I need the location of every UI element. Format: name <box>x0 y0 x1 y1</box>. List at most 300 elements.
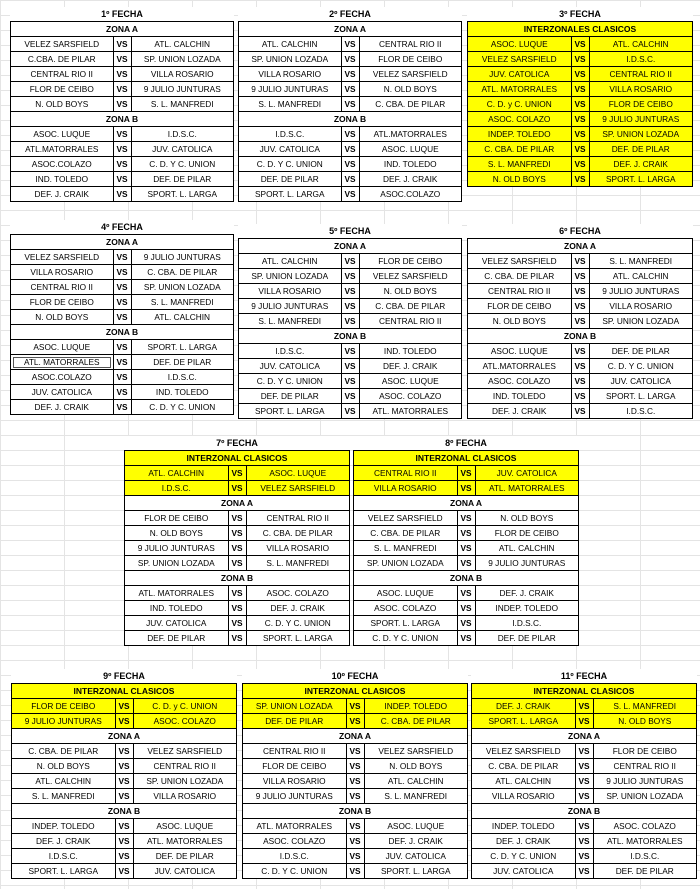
zone-header: ZONA A <box>11 22 234 37</box>
home-team: ASOC. COLAZO <box>243 834 347 849</box>
vs-label: VS <box>113 370 131 385</box>
match-row <box>12 819 237 834</box>
home-team: 9 JULIO JUNTURAS <box>239 299 342 314</box>
away-team: C. D. Y C. UNION <box>246 616 350 631</box>
fecha-3 <box>467 7 693 187</box>
vs-label: VS <box>113 172 131 187</box>
away-team: SPORT. L. LARGA <box>589 389 693 404</box>
zone-header-row <box>468 239 693 254</box>
zone-header-row <box>354 496 579 511</box>
home-team: ASOC. LUQUE <box>11 340 114 355</box>
match-row <box>239 187 462 202</box>
vs-label: VS <box>457 541 475 556</box>
match-row <box>12 849 237 864</box>
away-team: SPORT. L. LARGA <box>131 340 234 355</box>
zone-header: ZONA B <box>11 325 234 340</box>
vs-label: VS <box>113 127 131 142</box>
home-team: JUV. CATOLICA <box>239 359 342 374</box>
away-team: 9 JULIO JUNTURAS <box>589 112 693 127</box>
fixture-table <box>124 450 350 646</box>
home-team: DEF. DE PILAR <box>239 389 342 404</box>
vs-label: VS <box>571 127 589 142</box>
vs-label: VS <box>571 37 589 52</box>
match-row <box>11 400 234 415</box>
home-team: 9 JULIO JUNTURAS <box>12 714 116 729</box>
match-row <box>12 864 237 879</box>
vs-label: VS <box>113 295 131 310</box>
vs-label: VS <box>457 631 475 646</box>
match-row <box>12 759 237 774</box>
match-row <box>354 541 579 556</box>
match-row <box>468 269 693 284</box>
home-team: S. L. MANFREDI <box>12 789 116 804</box>
away-team: CENTRAL RIO II <box>133 759 237 774</box>
match-row <box>239 127 462 142</box>
vs-label: VS <box>346 849 364 864</box>
away-team: VILLA ROSARIO <box>589 82 693 97</box>
home-team: INDEP. TOLEDO <box>12 819 116 834</box>
match-row <box>12 789 237 804</box>
home-team: I.D.S.C. <box>243 849 347 864</box>
match-row <box>125 556 350 571</box>
zone-header-row <box>125 571 350 586</box>
zone-header: ZONA B <box>12 804 237 819</box>
vs-label: VS <box>113 385 131 400</box>
vs-label: VS <box>341 389 359 404</box>
vs-label: VS <box>346 714 364 729</box>
vs-label: VS <box>228 586 246 601</box>
fixture-table <box>467 238 693 419</box>
zone-header: ZONA B <box>243 804 468 819</box>
away-team: INDEP. TOLEDO <box>475 601 579 616</box>
zone-header: ZONA A <box>354 496 579 511</box>
match-row <box>354 526 579 541</box>
home-team: C. D. Y C. UNION <box>239 374 342 389</box>
vs-label: VS <box>575 849 593 864</box>
away-team: ATL. CALCHIN <box>131 310 234 325</box>
vs-label: VS <box>575 774 593 789</box>
fixture-table <box>471 683 697 879</box>
vs-label: VS <box>115 789 133 804</box>
fecha-title: 6º FECHA <box>467 224 693 238</box>
home-team: JUV. CATOLICA <box>468 67 572 82</box>
match-row <box>11 52 234 67</box>
vs-label: VS <box>571 52 589 67</box>
match-row <box>354 631 579 646</box>
away-team: 9 JULIO JUNTURAS <box>589 284 693 299</box>
fixture-table <box>10 21 234 202</box>
fecha-title: 11º FECHA <box>471 669 697 683</box>
home-team: SP. UNION LOZADA <box>354 556 458 571</box>
home-team: ASOC. LUQUE <box>468 344 572 359</box>
match-row <box>239 172 462 187</box>
home-team: JUV. CATOLICA <box>239 142 342 157</box>
home-team: VILLA ROSARIO <box>239 67 342 82</box>
away-team: ATL. CALCHIN <box>364 774 468 789</box>
match-row <box>468 157 693 172</box>
home-team: I.D.S.C. <box>239 127 342 142</box>
match-row <box>11 187 234 202</box>
away-team: ASOC. COLAZO <box>246 586 350 601</box>
home-team: ATL. CALCHIN <box>239 254 342 269</box>
home-team: ATL. MATORRALES <box>125 586 229 601</box>
home-team: SP. UNION LOZADA <box>243 699 347 714</box>
away-team: ASOC. LUQUE <box>364 819 468 834</box>
vs-label: VS <box>115 759 133 774</box>
away-team: S. L. MANFREDI <box>131 295 234 310</box>
match-row <box>11 67 234 82</box>
fecha-5 <box>238 224 462 419</box>
away-team: DEF. DE PILAR <box>131 355 234 370</box>
away-team: 9 JULIO JUNTURAS <box>131 250 234 265</box>
away-team: JUV. CATOLICA <box>589 374 693 389</box>
match-row <box>468 404 693 419</box>
home-team: INDEP. TOLEDO <box>468 127 572 142</box>
home-team: 9 JULIO JUNTURAS <box>243 789 347 804</box>
match-row <box>472 849 697 864</box>
vs-label: VS <box>346 819 364 834</box>
fecha-6 <box>467 224 693 419</box>
away-team: CENTRAL RIO II <box>593 759 697 774</box>
vs-label: VS <box>341 344 359 359</box>
match-row <box>472 819 697 834</box>
match-row <box>11 295 234 310</box>
match-row <box>125 466 350 481</box>
away-team: ASOC. LUQUE <box>359 374 462 389</box>
home-team: C. CBA. DE PILAR <box>354 526 458 541</box>
vs-label: VS <box>575 699 593 714</box>
vs-label: VS <box>457 586 475 601</box>
match-row <box>239 284 462 299</box>
home-team: ASOC. LUQUE <box>11 127 114 142</box>
zone-header-row <box>243 684 468 699</box>
zone-header-row <box>239 112 462 127</box>
vs-label: VS <box>115 699 133 714</box>
away-team: SP. UNION LOZADA <box>589 314 693 329</box>
vs-label: VS <box>228 466 246 481</box>
match-row <box>472 759 697 774</box>
home-team: S. L. MANFREDI <box>354 541 458 556</box>
vs-label: VS <box>341 187 359 202</box>
match-row <box>354 511 579 526</box>
vs-label: VS <box>341 82 359 97</box>
fecha-title: 7º FECHA <box>124 436 350 450</box>
zone-header-row <box>472 804 697 819</box>
home-team: VILLA ROSARIO <box>354 481 458 496</box>
match-row <box>354 556 579 571</box>
away-team: ATL. MATORRALES <box>593 834 697 849</box>
vs-label: VS <box>575 789 593 804</box>
away-team: DEF. DE PILAR <box>475 631 579 646</box>
home-team: CENTRAL RIO II <box>11 280 114 295</box>
home-team: ATL. MATORRALES <box>468 82 572 97</box>
home-team: VELEZ SARSFIELD <box>472 744 576 759</box>
away-team: DEF. J. CRAIK <box>589 157 693 172</box>
match-row <box>239 344 462 359</box>
away-team: ATL.MATORRALES <box>359 127 462 142</box>
zone-header: ZONA A <box>125 496 350 511</box>
home-team: S. L. MANFREDI <box>239 314 342 329</box>
away-team: C. D. y C. UNION <box>133 699 237 714</box>
away-team: VELEZ SARSFIELD <box>359 67 462 82</box>
match-row <box>12 834 237 849</box>
vs-label: VS <box>341 67 359 82</box>
match-row <box>468 374 693 389</box>
away-team: SP. UNION LOZADA <box>589 127 693 142</box>
match-row <box>472 774 697 789</box>
home-team: JUV. CATOLICA <box>125 616 229 631</box>
match-row <box>11 385 234 400</box>
away-team: ASOC.COLAZO <box>359 187 462 202</box>
zone-header-row <box>12 684 237 699</box>
away-team: C. CBA. DE PILAR <box>131 265 234 280</box>
match-row <box>468 52 693 67</box>
away-team: N. OLD BOYS <box>359 284 462 299</box>
match-row <box>468 284 693 299</box>
fecha-title: 5º FECHA <box>238 224 462 238</box>
match-row <box>468 97 693 112</box>
away-team: 9 JULIO JUNTURAS <box>475 556 579 571</box>
vs-label: VS <box>113 280 131 295</box>
home-team: CENTRAL RIO II <box>468 284 572 299</box>
vs-label: VS <box>113 355 131 370</box>
away-team: JUV. CATOLICA <box>131 142 234 157</box>
away-team: C. CBA. DE PILAR <box>359 299 462 314</box>
away-team: C. CBA. DE PILAR <box>359 97 462 112</box>
match-row <box>468 344 693 359</box>
match-row <box>243 864 468 879</box>
match-row <box>472 744 697 759</box>
home-team: CENTRAL RIO II <box>354 466 458 481</box>
away-team: VELEZ SARSFIELD <box>364 744 468 759</box>
zone-header-row <box>239 239 462 254</box>
match-row <box>125 601 350 616</box>
match-row <box>468 112 693 127</box>
zone-header: ZONA B <box>239 112 462 127</box>
vs-label: VS <box>228 601 246 616</box>
match-row <box>11 82 234 97</box>
home-team: S. L. MANFREDI <box>468 157 572 172</box>
away-team: SP. UNION LOZADA <box>133 774 237 789</box>
away-team: N. OLD BOYS <box>359 82 462 97</box>
fecha-8 <box>353 436 579 646</box>
vs-label: VS <box>346 759 364 774</box>
vs-label: VS <box>571 254 589 269</box>
home-team: C. D. Y C. UNION <box>239 157 342 172</box>
home-team: 9 JULIO JUNTURAS <box>239 82 342 97</box>
zone-header: INTERZONAL CLASICOS <box>472 684 697 699</box>
away-team: DEF. DE PILAR <box>131 172 234 187</box>
fixture-table <box>238 21 462 202</box>
away-team: SPORT. L. LARGA <box>589 172 693 187</box>
home-team: C. D. Y C. UNION <box>354 631 458 646</box>
away-team: N. OLD BOYS <box>593 714 697 729</box>
match-row <box>11 157 234 172</box>
away-team: DEF. DE PILAR <box>589 142 693 157</box>
away-team: S. L. MANFREDI <box>364 789 468 804</box>
match-row <box>125 481 350 496</box>
home-team: ASOC.COLAZO <box>11 370 114 385</box>
away-team: FLOR DE CEIBO <box>475 526 579 541</box>
home-team: SPORT. L. LARGA <box>472 714 576 729</box>
vs-label: VS <box>113 157 131 172</box>
vs-label: VS <box>115 714 133 729</box>
vs-label: VS <box>346 699 364 714</box>
vs-label: VS <box>571 314 589 329</box>
away-team: ASOC. COLAZO <box>593 819 697 834</box>
match-row <box>11 265 234 280</box>
vs-label: VS <box>115 834 133 849</box>
away-team: CENTRAL RIO II <box>359 37 462 52</box>
away-team: JUV. CATOLICA <box>364 849 468 864</box>
match-row <box>11 280 234 295</box>
home-team: DEF. J. CRAIK <box>468 404 572 419</box>
fixture-table <box>242 683 468 879</box>
fixture-table <box>10 234 234 415</box>
zone-header: INTERZONAL CLASICOS <box>354 451 579 466</box>
match-row <box>243 849 468 864</box>
home-team: N. OLD BOYS <box>125 526 229 541</box>
vs-label: VS <box>113 52 131 67</box>
match-row <box>354 586 579 601</box>
vs-label: VS <box>571 97 589 112</box>
match-row <box>125 616 350 631</box>
match-row <box>12 744 237 759</box>
away-team: I.D.S.C. <box>593 849 697 864</box>
vs-label: VS <box>113 250 131 265</box>
home-team: ASOC. COLAZO <box>354 601 458 616</box>
vs-label: VS <box>575 714 593 729</box>
away-team: S. L. MANFREDI <box>246 556 350 571</box>
away-team: VILLA ROSARIO <box>133 789 237 804</box>
away-team: C. CBA. DE PILAR <box>246 526 350 541</box>
vs-label: VS <box>228 631 246 646</box>
vs-label: VS <box>346 744 364 759</box>
vs-label: VS <box>341 172 359 187</box>
zone-header-row <box>239 22 462 37</box>
vs-label: VS <box>113 82 131 97</box>
away-team: SPORT. L. LARGA <box>246 631 350 646</box>
zone-header-row <box>12 804 237 819</box>
zone-header: INTERZONAL CLASICOS <box>243 684 468 699</box>
vs-label: VS <box>113 340 131 355</box>
away-team: 9 JULIO JUNTURAS <box>131 82 234 97</box>
away-team: VILLA ROSARIO <box>589 299 693 314</box>
away-team: CENTRAL RIO II <box>589 67 693 82</box>
vs-label: VS <box>341 374 359 389</box>
match-row <box>243 834 468 849</box>
away-team: I.D.S.C. <box>589 52 693 67</box>
match-row <box>125 586 350 601</box>
away-team: ATL. CALCHIN <box>589 269 693 284</box>
away-team: DEF. J. CRAIK <box>359 172 462 187</box>
match-row <box>468 127 693 142</box>
match-row <box>125 511 350 526</box>
home-team: ASOC. LUQUE <box>468 37 572 52</box>
match-row <box>11 250 234 265</box>
away-team: SP. UNION LOZADA <box>131 52 234 67</box>
away-team: ATL. CALCHIN <box>131 37 234 52</box>
home-team: DEF. DE PILAR <box>239 172 342 187</box>
home-team: VILLA ROSARIO <box>11 265 114 280</box>
home-team: VILLA ROSARIO <box>239 284 342 299</box>
home-team: C. D. y C. UNION <box>468 97 572 112</box>
home-team: C. CBA. DE PILAR <box>472 759 576 774</box>
vs-label: VS <box>113 187 131 202</box>
fecha-2 <box>238 7 462 202</box>
match-row <box>239 269 462 284</box>
home-team: SPORT. L. LARGA <box>239 404 342 419</box>
vs-label: VS <box>457 616 475 631</box>
vs-label: VS <box>575 759 593 774</box>
away-team: ASOC. COLAZO <box>359 389 462 404</box>
zone-header: ZONA A <box>243 729 468 744</box>
vs-label: VS <box>113 142 131 157</box>
vs-label: VS <box>113 400 131 415</box>
match-row <box>239 314 462 329</box>
home-team: ASOC.COLAZO <box>11 157 114 172</box>
zone-header-row <box>125 451 350 466</box>
home-team: FLOR DE CEIBO <box>125 511 229 526</box>
match-row <box>239 389 462 404</box>
match-row <box>239 359 462 374</box>
fecha-title: 4º FECHA <box>10 220 234 234</box>
zone-header: INTERZONALES CLASICOS <box>468 22 693 37</box>
away-team: DEF. DE PILAR <box>133 849 237 864</box>
home-team: ATL. MATORRALES <box>11 355 114 370</box>
vs-label: VS <box>113 97 131 112</box>
home-team: C. D. Y C. UNION <box>243 864 347 879</box>
home-team: DEF. J. CRAIK <box>472 699 576 714</box>
vs-label: VS <box>228 481 246 496</box>
away-team: INDEP. TOLEDO <box>364 699 468 714</box>
vs-label: VS <box>341 404 359 419</box>
vs-label: VS <box>115 819 133 834</box>
away-team: JUV. CATOLICA <box>475 466 579 481</box>
vs-label: VS <box>113 265 131 280</box>
match-row <box>468 67 693 82</box>
fecha-4 <box>10 220 234 415</box>
home-team: VELEZ SARSFIELD <box>11 37 114 52</box>
match-row <box>11 355 234 370</box>
match-row <box>239 142 462 157</box>
away-team: VELEZ SARSFIELD <box>246 481 350 496</box>
vs-label: VS <box>571 299 589 314</box>
match-row <box>11 310 234 325</box>
vs-label: VS <box>113 37 131 52</box>
home-team: DEF. DE PILAR <box>243 714 347 729</box>
vs-label: VS <box>341 97 359 112</box>
away-team: JUV. CATOLICA <box>133 864 237 879</box>
away-team: DEF. J. CRAIK <box>246 601 350 616</box>
away-team: VILLA ROSARIO <box>131 67 234 82</box>
home-team: ATL. CALCHIN <box>125 466 229 481</box>
away-team: FLOR DE CEIBO <box>593 744 697 759</box>
home-team: DEF. DE PILAR <box>125 631 229 646</box>
vs-label: VS <box>341 269 359 284</box>
vs-label: VS <box>571 172 589 187</box>
vs-label: VS <box>571 142 589 157</box>
fecha-10 <box>242 669 468 879</box>
zone-header-row <box>11 325 234 340</box>
home-team: DEF. J. CRAIK <box>472 834 576 849</box>
zone-header: ZONA B <box>354 571 579 586</box>
away-team: ASOC. COLAZO <box>133 714 237 729</box>
vs-label: VS <box>341 37 359 52</box>
home-team: S. L. MANFREDI <box>239 97 342 112</box>
vs-label: VS <box>457 466 475 481</box>
vs-label: VS <box>571 67 589 82</box>
